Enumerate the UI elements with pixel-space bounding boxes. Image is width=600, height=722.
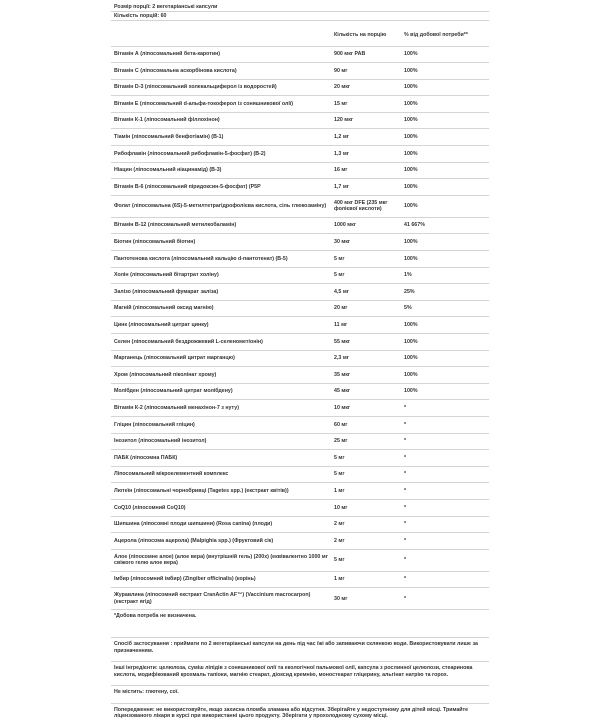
nutrient-amount: 1000 мкг [331,217,401,234]
nutrient-amount: 10 мг [331,499,401,516]
nutrient-amount: 25 мг [331,433,401,450]
table-row [111,112,489,129]
nutrient-daily-value: 100% [401,63,489,80]
nutrient-daily-value: 1% [401,267,489,284]
servings-per-container: Кількість порцій: 60 [111,12,489,21]
table-header-row [111,25,489,46]
nutrient-daily-value: * [401,571,489,588]
table-row [111,162,489,179]
nutrient-daily-value: * [401,416,489,433]
nutrient-amount: 55 мкг [331,334,401,351]
warning: Попередження: не використовуйте, якщо захисна пломба зламана або відсутня. Зберігайте у недоступному для дітей місці. Тримайте ліцензованого лікаря в курсі при використанні цього продукту. Зберігати у прохолодному сухому місці. [111,703,489,722]
table-row [111,588,489,610]
header-daily-value: % від добової потреби** [401,25,489,46]
table-row [111,466,489,483]
nutrient-name: Вітамін В-12 (ліпосомальний метилкобаламін) [111,217,331,234]
nutrient-amount: 16 мг [331,162,401,179]
table-row [111,483,489,500]
table-row [111,234,489,251]
nutrient-amount: 5 мг [331,450,401,467]
table-row [111,400,489,417]
nutrient-name: Марганець (ліпосомальний цитрат марганцю) [111,350,331,367]
nutrient-amount: 15 мг [331,96,401,113]
nutrient-amount: 45 мкг [331,383,401,400]
nutrient-daily-value: 100% [401,195,489,217]
table-row [111,96,489,113]
nutrient-daily-value: 100% [401,129,489,146]
nutrient-name: Молібден (ліпосомальний цитрат молібдену) [111,383,331,400]
nutrient-daily-value: 100% [401,367,489,384]
nutrient-name: Селен (ліпосомальний бездрожжевий L-селенометіонін) [111,334,331,351]
nutrient-daily-value: 100% [401,96,489,113]
nutrient-daily-value: 100% [401,162,489,179]
table-row [111,79,489,96]
nutrient-name: Вітамін К-2 (ліпосомальний менахінон-7 з нуту) [111,400,331,417]
nutrient-daily-value: 100% [401,317,489,334]
nutrient-name: Інозитол (ліпосомальний інозитол) [111,433,331,450]
table-row [111,516,489,533]
nutrient-name: Магній (ліпосомальний оксид магнію) [111,300,331,317]
nutrient-name: Фолат (ліпосомальна (6S)-5-метилтетрагідрофолієва кислота, сіль глюкозаміну) [111,195,331,217]
nutrient-amount: 35 мкг [331,367,401,384]
nutrient-name: ПАБК (ліпосомна ПАБК) [111,450,331,467]
nutrient-name: Вітамін А (ліпосомальний бета-каротин) [111,46,331,63]
nutrient-name: Ацерола (ліпосома ацерола) (Malpighia spp.) (Фруктовий сік) [111,533,331,550]
table-row [111,383,489,400]
table-row [111,549,489,571]
nutrient-amount: 1 мг [331,571,401,588]
nutrient-daily-value: 100% [401,383,489,400]
nutrient-amount: 10 мкг [331,400,401,417]
table-row [111,179,489,196]
nutrient-name: Хром (ліпосомальний піколінат хрому) [111,367,331,384]
nutrient-daily-value: 100% [401,334,489,351]
table-row [111,251,489,268]
nutrient-name: Гліцин (ліпосомальний гліцин) [111,416,331,433]
nutrient-daily-value: * [401,483,489,500]
table-row [111,300,489,317]
table-row [111,195,489,217]
nutrient-amount: 4,5 мг [331,284,401,301]
nutrient-amount: 1,2 мг [331,129,401,146]
nutrient-name: Рибофлавін (ліпосомальний рибофлавін-5-фосфат) (В-2) [111,146,331,163]
nutrient-name: Вітамін С (ліпосомальна аскорбінова кислота) [111,63,331,80]
nutrient-amount: 30 мг [331,588,401,610]
nutrient-amount: 120 мкг [331,112,401,129]
nutrient-table-body [111,25,489,610]
nutrient-name: Журавлина (ліпосомний екстракт CranActin AF™) (Vaccinium macrocarpon) (екстракт ягід) [111,588,331,610]
table-row [111,433,489,450]
nutrient-amount: 60 мг [331,416,401,433]
nutrient-amount: 1 мг [331,483,401,500]
header-amount-per-serving: Кількість на порцію [331,25,401,46]
header-ingredient [111,25,331,46]
table-row [111,416,489,433]
table-row [111,146,489,163]
nutrient-amount: 90 мг [331,63,401,80]
nutrient-amount: 2,3 мг [331,350,401,367]
nutrient-name: Залізо (ліпосомальний фумарат заліза) [111,284,331,301]
nutrient-name: Вітамін D-3 (ліпосомальний холекальциферол із водоростей) [111,79,331,96]
table-row [111,129,489,146]
nutrient-name: Шипшина (ліпосомні плоди шипшини) (Rosa canina) (плоди) [111,516,331,533]
table-row [111,317,489,334]
nutrient-daily-value: * [401,533,489,550]
nutrient-amount: 2 мг [331,533,401,550]
nutrient-amount: 20 мкг [331,79,401,96]
nutrient-daily-value: * [401,450,489,467]
does-not-contain: Не містить: глютену, сої. [111,685,489,698]
nutrient-daily-value: 100% [401,251,489,268]
nutrient-name: Ліпосомальний мікроелементний комплекс [111,466,331,483]
nutrient-name: Ніацин (ліпосомальний ніацинамід) (В-3) [111,162,331,179]
nutrient-name: Цинк (ліпосомальний цитрат цинку) [111,317,331,334]
nutrient-daily-value: 100% [401,112,489,129]
nutrient-daily-value: 41 667% [401,217,489,234]
nutrient-amount: 11 мг [331,317,401,334]
nutrient-daily-value: 5% [401,300,489,317]
nutrient-daily-value: 25% [401,284,489,301]
table-row [111,63,489,80]
nutrient-amount: 5 мг [331,267,401,284]
nutrient-daily-value: 100% [401,146,489,163]
nutrient-name: Тіамін (ліпосомальний бенфотіамін) (В-1) [111,129,331,146]
nutrient-name: Пантотенова кислота (ліпосомальний кальцію d-пантотенат) (В-5) [111,251,331,268]
nutrient-name: Вітамін Е (ліпосомальний d-альфа-токоферол із соняшникової олії) [111,96,331,113]
nutrient-amount: 5 мг [331,466,401,483]
nutrient-daily-value: * [401,516,489,533]
nutrient-daily-value: * [401,549,489,571]
nutrient-amount: 1,3 мг [331,146,401,163]
nutrient-amount: 20 мг [331,300,401,317]
usage-instructions: Спосіб застосування : приймати по 2 вегетаріанські капсули на день під час їжі або запиваючи склянкою води. Використовувати лише за призначенням. [111,637,489,657]
nutrient-name: Вітамін К-1 (ліпосомальний філлохінон) [111,112,331,129]
table-row [111,450,489,467]
nutrient-amount: 400 мкг DFE (235 мкг фолієвої кислоти) [331,195,401,217]
nutrient-daily-value: 100% [401,350,489,367]
nutrient-daily-value: * [401,433,489,450]
nutrient-name: Вітамін В-6 (ліпосомальний піридоксин-5-фосфат) (P5P [111,179,331,196]
nutrient-amount: 5 мг [331,251,401,268]
nutrient-daily-value: 100% [401,79,489,96]
nutrient-name: Імбир (ліпосомний імбир) (Zingiber officinalis) (корінь) [111,571,331,588]
table-row [111,499,489,516]
nutrient-name: Лютеїн (ліпосомальні чорнобривці (Tagetes spp.) (екстракт квітів)) [111,483,331,500]
nutrient-amount: 900 мкг РАВ [331,46,401,63]
footnote-no-daily-value: *Добова потреба не визначена. [114,613,197,620]
nutrient-name: Холін (ліпосомальний бітартрат холіну) [111,267,331,284]
nutrient-amount: 5 мг [331,549,401,571]
nutrient-amount: 30 мкг [331,234,401,251]
table-row [111,571,489,588]
nutrient-daily-value: 100% [401,46,489,63]
table-row [111,46,489,63]
table-row [111,367,489,384]
nutrient-daily-value: 100% [401,179,489,196]
table-row [111,350,489,367]
nutrient-name: CoQ10 (ліпосомний CoQ10) [111,499,331,516]
nutrient-daily-value: * [401,400,489,417]
table-row [111,284,489,301]
nutrient-daily-value: 100% [401,234,489,251]
nutrient-name: Алое (ліпосомне алое) (алое вера) (внутрішній гель) (200x) (еквівалентно 1000 мг свіжого гелю алое вера) [111,549,331,571]
nutrient-daily-value: * [401,588,489,610]
serving-size: Розмір порції: 2 вегетаріанські капсули [111,3,489,12]
nutrient-amount: 2 мг [331,516,401,533]
nutrient-amount: 1,7 мг [331,179,401,196]
nutrient-name: Біотин (ліпосомальний біотин) [111,234,331,251]
supplement-facts-panel [111,3,489,722]
other-ingredients: Інші інгредієнти: целюлоза, суміш ліпідів з соняшникової олії та екологічної пальмової олії, капсула з рослинної целюлози, стеаринова кислота, модифікований крохмаль тапіоки, магнію стеарат, діоксид кремнію, моностеарат гліцерину, альгінат натрію та горох. [111,661,489,681]
table-row [111,533,489,550]
table-row [111,217,489,234]
nutrient-daily-value: * [401,499,489,516]
table-row [111,334,489,351]
nutrient-daily-value: * [401,466,489,483]
table-row [111,267,489,284]
nutrient-table [111,25,489,610]
